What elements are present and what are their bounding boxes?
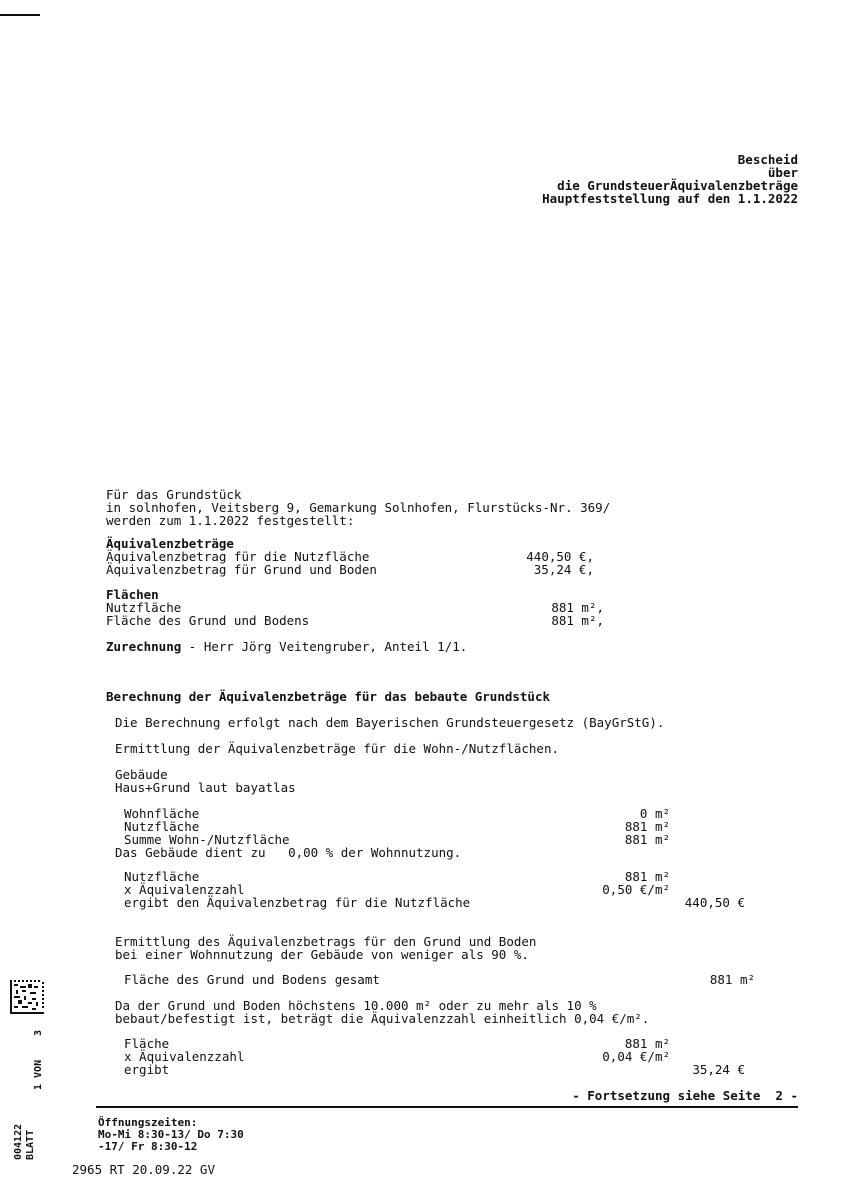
factor-label: x Äquivalenzzahl [124,882,245,897]
continuation-note: - Fortsetzung siehe Seite 2 - [572,1088,798,1103]
flaechen-heading: Flächen [106,587,159,602]
area-label-wohn: Wohnfläche [124,806,200,821]
aequivalenz-label-nutz: Äquivalenzbetrag für die Nutzfläche [106,549,370,564]
wohn-heading: Ermittlung der Äquivalenzbeträge für die Wohn-/Nutzflächen. [115,741,560,756]
footer-rule [96,1106,798,1108]
zurechnung-line [106,640,467,653]
reference-code: 2965 RT 20.09.22 GV [72,1162,215,1177]
building-desc: Haus+Grund laut bayatlas [115,780,296,795]
nutz-value: 881 m² [624,869,670,884]
area-value-summe: 881 m² [624,832,670,847]
berechnung-law: Die Berechnung erfolgt nach dem Bayerischen Grundsteuergesetz (BayGrStG). [115,715,665,730]
aequivalenz-value-nutz: 440,50 €, [526,549,594,564]
intro-line-2: in solnhofen, Veitsberg 9, Gemarkung Solnhofen, Flurstücks-Nr. 369/ [106,500,611,515]
hours-line-2: -17/ Fr 8:30-12 [98,1140,198,1153]
intro-line-3: werden zum 1.1.2022 festgestellt: [106,513,355,528]
area-label-nutz: Nutzfläche [124,819,200,834]
aequivalenz-label-boden: Äquivalenzbetrag für Grund und Boden [106,562,377,577]
area-value-wohn: 0 m² [639,806,670,821]
hours-line-1: Mo-Mi 8:30-13/ Do 7:30 [98,1128,244,1141]
area-label-summe: Summe Wohn-/Nutzfläche [124,832,290,847]
datamatrix-code [10,980,44,1014]
result-value: 440,50 € [684,895,745,910]
flaeche-value: 881 m² [624,1036,670,1051]
berechnung-heading: Berechnung der Äquivalenzbeträge für das bebaute Grundstück [106,689,551,704]
factor-value: 0,50 €/m² [602,882,670,897]
zurechnung-label: Zurechnung [106,639,182,654]
boden-heading-2: bei einer Wohnnutzung der Gebäude von weniger als 90 %. [115,947,529,962]
boden-total-label: Fläche des Grund und Bodens gesamt [124,972,380,987]
flaechen-label-nutz: Nutzfläche [106,600,182,615]
flaechen-value-nutz: 881 m², [551,600,604,615]
boden-note-2: bebaut/befestigt ist, beträgt die Äquivalenzzahl einheitlich 0,04 €/m². [115,1011,650,1026]
boden-factor-label: x Äquivalenzzahl [124,1049,245,1064]
intro-line-1: Für das Grundstück [106,487,242,502]
margin-of: 1 VON [33,1059,44,1090]
aequivalenz-value-boden: 35,24 €, [533,562,594,577]
title-bescheid: Bescheid [737,152,798,167]
boden-result-value: 35,24 € [692,1062,745,1077]
boden-result-label: ergibt [124,1062,170,1077]
area-value-nutz: 881 m² [624,819,670,834]
building-type: Gebäude [115,767,168,782]
usage-text: Das Gebäude dient zu 0,00 % der Wohnnutzung. [115,845,462,860]
aequivalenz-heading: Äquivalenzbeträge [106,536,234,551]
title-subject: die GrundsteuerÄquivalenzbeträge [557,178,798,193]
margin-blatt: BLATT [25,1129,36,1160]
boden-heading-1: Ermittlung des Äquivalenzbetrags für den Grund und Boden [115,934,537,949]
boden-note-1: Da der Grund und Boden höchstens 10.000 m² oder zu mehr als 10 % [115,998,597,1013]
corner-mark [0,14,40,16]
hours-title: Öffnungszeiten: [98,1116,198,1129]
result-label: ergibt den Äquivalenzbetrag für die Nutzfläche [124,895,471,910]
flaechen-label-boden: Fläche des Grund und Bodens [106,613,310,628]
margin-total: 3 [33,1029,44,1036]
boden-total-value: 881 m² [709,972,755,987]
title-date: Hauptfeststellung auf den 1.1.2022 [542,191,798,206]
boden-factor-value: 0,04 €/m² [602,1049,670,1064]
flaechen-value-boden: 881 m², [551,613,604,628]
nutz-label: Nutzfläche [124,869,200,884]
zurechnung-text: - Herr Jörg Veitengruber, Anteil 1/1. [181,639,468,654]
margin-code: 004122 [13,1123,24,1160]
title-ueber: über [767,165,798,180]
flaeche-label: Fläche [124,1036,170,1051]
